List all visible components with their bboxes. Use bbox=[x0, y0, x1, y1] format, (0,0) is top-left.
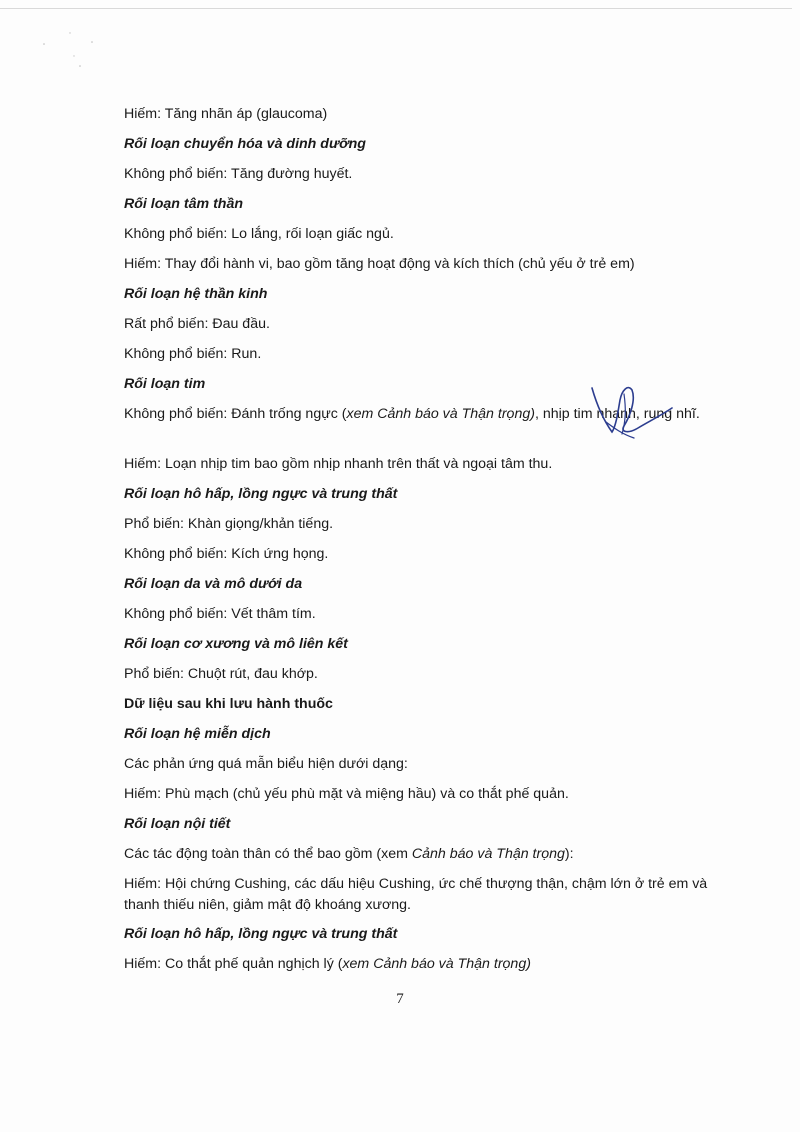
line-palpitations-start: Không phổ biến: Đánh trống ngực ( bbox=[124, 406, 347, 422]
line-throat-irritation: Không phổ biến: Kích ứng họng. bbox=[124, 546, 329, 562]
line-bruising: Không phổ biến: Vết thâm tím. bbox=[124, 606, 316, 622]
heading-endocrine: Rối loạn nội tiết bbox=[124, 816, 231, 832]
heading-musculoskeletal: Rối loạn cơ xương và mô liên kết bbox=[124, 636, 348, 652]
line-headache: Rất phổ biến: Đau đầu. bbox=[124, 316, 270, 332]
line-cramps: Phổ biến: Chuột rút, đau khớp. bbox=[124, 666, 318, 682]
heading-nervous-system: Rối loạn hệ thần kinh bbox=[124, 286, 268, 302]
line-angioedema: Hiếm: Phù mạch (chủ yếu phù mặt và miệng hầu) và co thắt phế quản. bbox=[124, 786, 569, 802]
heading-post-marketing: Dữ liệu sau khi lưu hành thuốc bbox=[124, 696, 333, 712]
line-tremor: Không phổ biến: Run. bbox=[124, 346, 262, 362]
line-arrhythmia: Hiếm: Loạn nhịp tim bao gồm nhịp nhanh trên thất và ngoại tâm thu. bbox=[124, 456, 553, 472]
line-systemic-end: ): bbox=[564, 846, 574, 862]
line-hypersensitivity: Các phản ứng quá mẫn biểu hiện dưới dạng: bbox=[124, 756, 408, 772]
heading-respiratory-2: Rối loạn hô hấp, lồng ngực và trung thất bbox=[124, 926, 398, 942]
page-number: 7 bbox=[396, 991, 404, 1007]
line-palpitations-end: , nhịp tim nhanh, rung nhĩ. bbox=[534, 406, 700, 422]
heading-metabolism: Rối loạn chuyển hóa và dinh dưỡng bbox=[124, 136, 366, 152]
line-cushing: Hiếm: Hội chứng Cushing, các dấu hiệu Cushing, ức chế thượng thận, chậm lớn ở trẻ em và thanh thiếu niên, giảm mật độ khoáng xương. bbox=[124, 876, 708, 913]
line-systemic-effects bbox=[124, 845, 574, 863]
cross-reference-warnings: xem Cảnh báo và Thận trọng) bbox=[346, 406, 535, 422]
scan-specks bbox=[30, 30, 100, 80]
cross-reference-warnings-3: xem Cảnh báo và Thận trọng) bbox=[342, 956, 531, 972]
line-bronchospasm-start: Hiếm: Co thắt phế quản nghịch lý ( bbox=[124, 956, 343, 972]
line-hoarseness: Phổ biến: Khàn giọng/khản tiếng. bbox=[124, 516, 334, 532]
heading-cardiac: Rối loạn tim bbox=[124, 376, 206, 392]
heading-immune: Rối loạn hệ miễn dịch bbox=[124, 726, 271, 742]
line-systemic-start: Các tác động toàn thân có thể bao gồm (xem bbox=[124, 846, 412, 862]
line-anxiety: Không phổ biến: Lo lắng, rối loạn giấc ngủ. bbox=[124, 226, 394, 242]
scan-edge-line bbox=[0, 8, 792, 9]
heading-skin: Rối loạn da và mô dưới da bbox=[124, 576, 303, 592]
line-hyperglycemia: Không phổ biến: Tăng đường huyết. bbox=[124, 166, 353, 182]
heading-respiratory: Rối loạn hô hấp, lồng ngực và trung thất bbox=[124, 486, 398, 502]
line-paradoxical-bronchospasm bbox=[124, 955, 531, 973]
heading-psychiatric: Rối loạn tâm thần bbox=[124, 196, 244, 212]
line-behaviour: Hiếm: Thay đổi hành vi, bao gồm tăng hoạt động và kích thích (chủ yếu ở trẻ em) bbox=[124, 256, 635, 272]
line-glaucoma: Hiếm: Tăng nhãn áp (glaucoma) bbox=[124, 106, 328, 122]
handwritten-signature bbox=[586, 382, 676, 444]
cross-reference-warnings-2: Cảnh báo và Thận trọng bbox=[411, 846, 565, 862]
